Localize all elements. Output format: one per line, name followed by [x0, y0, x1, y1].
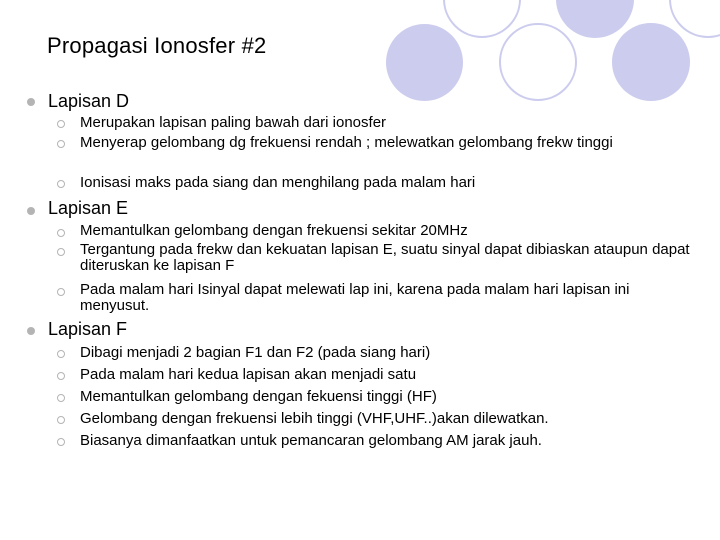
list-item: Tergantung pada frekw dan kekuatan lapisan E, suatu sinyal dapat dibiaskan ataupun dapat diteruskan ke lapisan F — [80, 241, 690, 274]
bullet-ring — [57, 120, 65, 128]
bullet-ring — [57, 416, 65, 424]
bullet-ring — [57, 350, 65, 358]
section-heading: Lapisan E — [48, 198, 129, 218]
list-item: Gelombang dengan frekuensi lebih tinggi (VHF,UHF..)akan dilewatkan. — [80, 410, 549, 427]
list-item: Pada malam hari Isinyal dapat melewati lap ini, karena pada malam hari lapisan ini menyusut. — [80, 281, 630, 314]
bullet-ring — [57, 248, 65, 256]
circle-shape — [612, 23, 690, 101]
bullet-ring — [57, 140, 65, 148]
bullet-dot — [27, 327, 35, 335]
list-item: Menyerap gelombang dg frekuensi rendah ; melewatkan gelombang frekw tinggi — [80, 134, 613, 151]
bullet-ring — [57, 288, 65, 296]
bullet-ring — [57, 438, 65, 446]
bullet-ring — [57, 372, 65, 380]
list-item: Memantulkan gelombang dengan fekuensi tinggi (HF) — [80, 388, 437, 405]
circle-ring-shape — [499, 23, 577, 101]
bullet-ring — [57, 229, 65, 237]
bullet-dot — [27, 98, 35, 106]
bullet-dot — [27, 207, 35, 215]
circle-ring-shape — [443, 0, 521, 38]
section-heading: Lapisan D — [48, 91, 130, 111]
circle-shape — [386, 24, 463, 101]
bullet-ring — [57, 394, 65, 402]
list-item: Dibagi menjadi 2 bagian F1 dan F2 (pada siang hari) — [80, 344, 431, 361]
list-item: Merupakan lapisan paling bawah dari ionosfer — [80, 114, 387, 131]
section-heading: Lapisan F — [48, 319, 128, 339]
circle-shape — [556, 0, 634, 38]
list-item: Memantulkan gelombang dengan frekuensi sekitar 20MHz — [80, 222, 468, 239]
list-item: Pada malam hari kedua lapisan akan menjadi satu — [80, 366, 417, 383]
list-item: Biasanya dimanfaatkan untuk pemancaran gelombang AM jarak jauh. — [80, 432, 542, 449]
bullet-ring — [57, 180, 65, 188]
slide-title: Propagasi Ionosfer #2 — [47, 33, 267, 58]
list-item: Ionisasi maks pada siang dan menghilang pada malam hari — [80, 174, 476, 191]
